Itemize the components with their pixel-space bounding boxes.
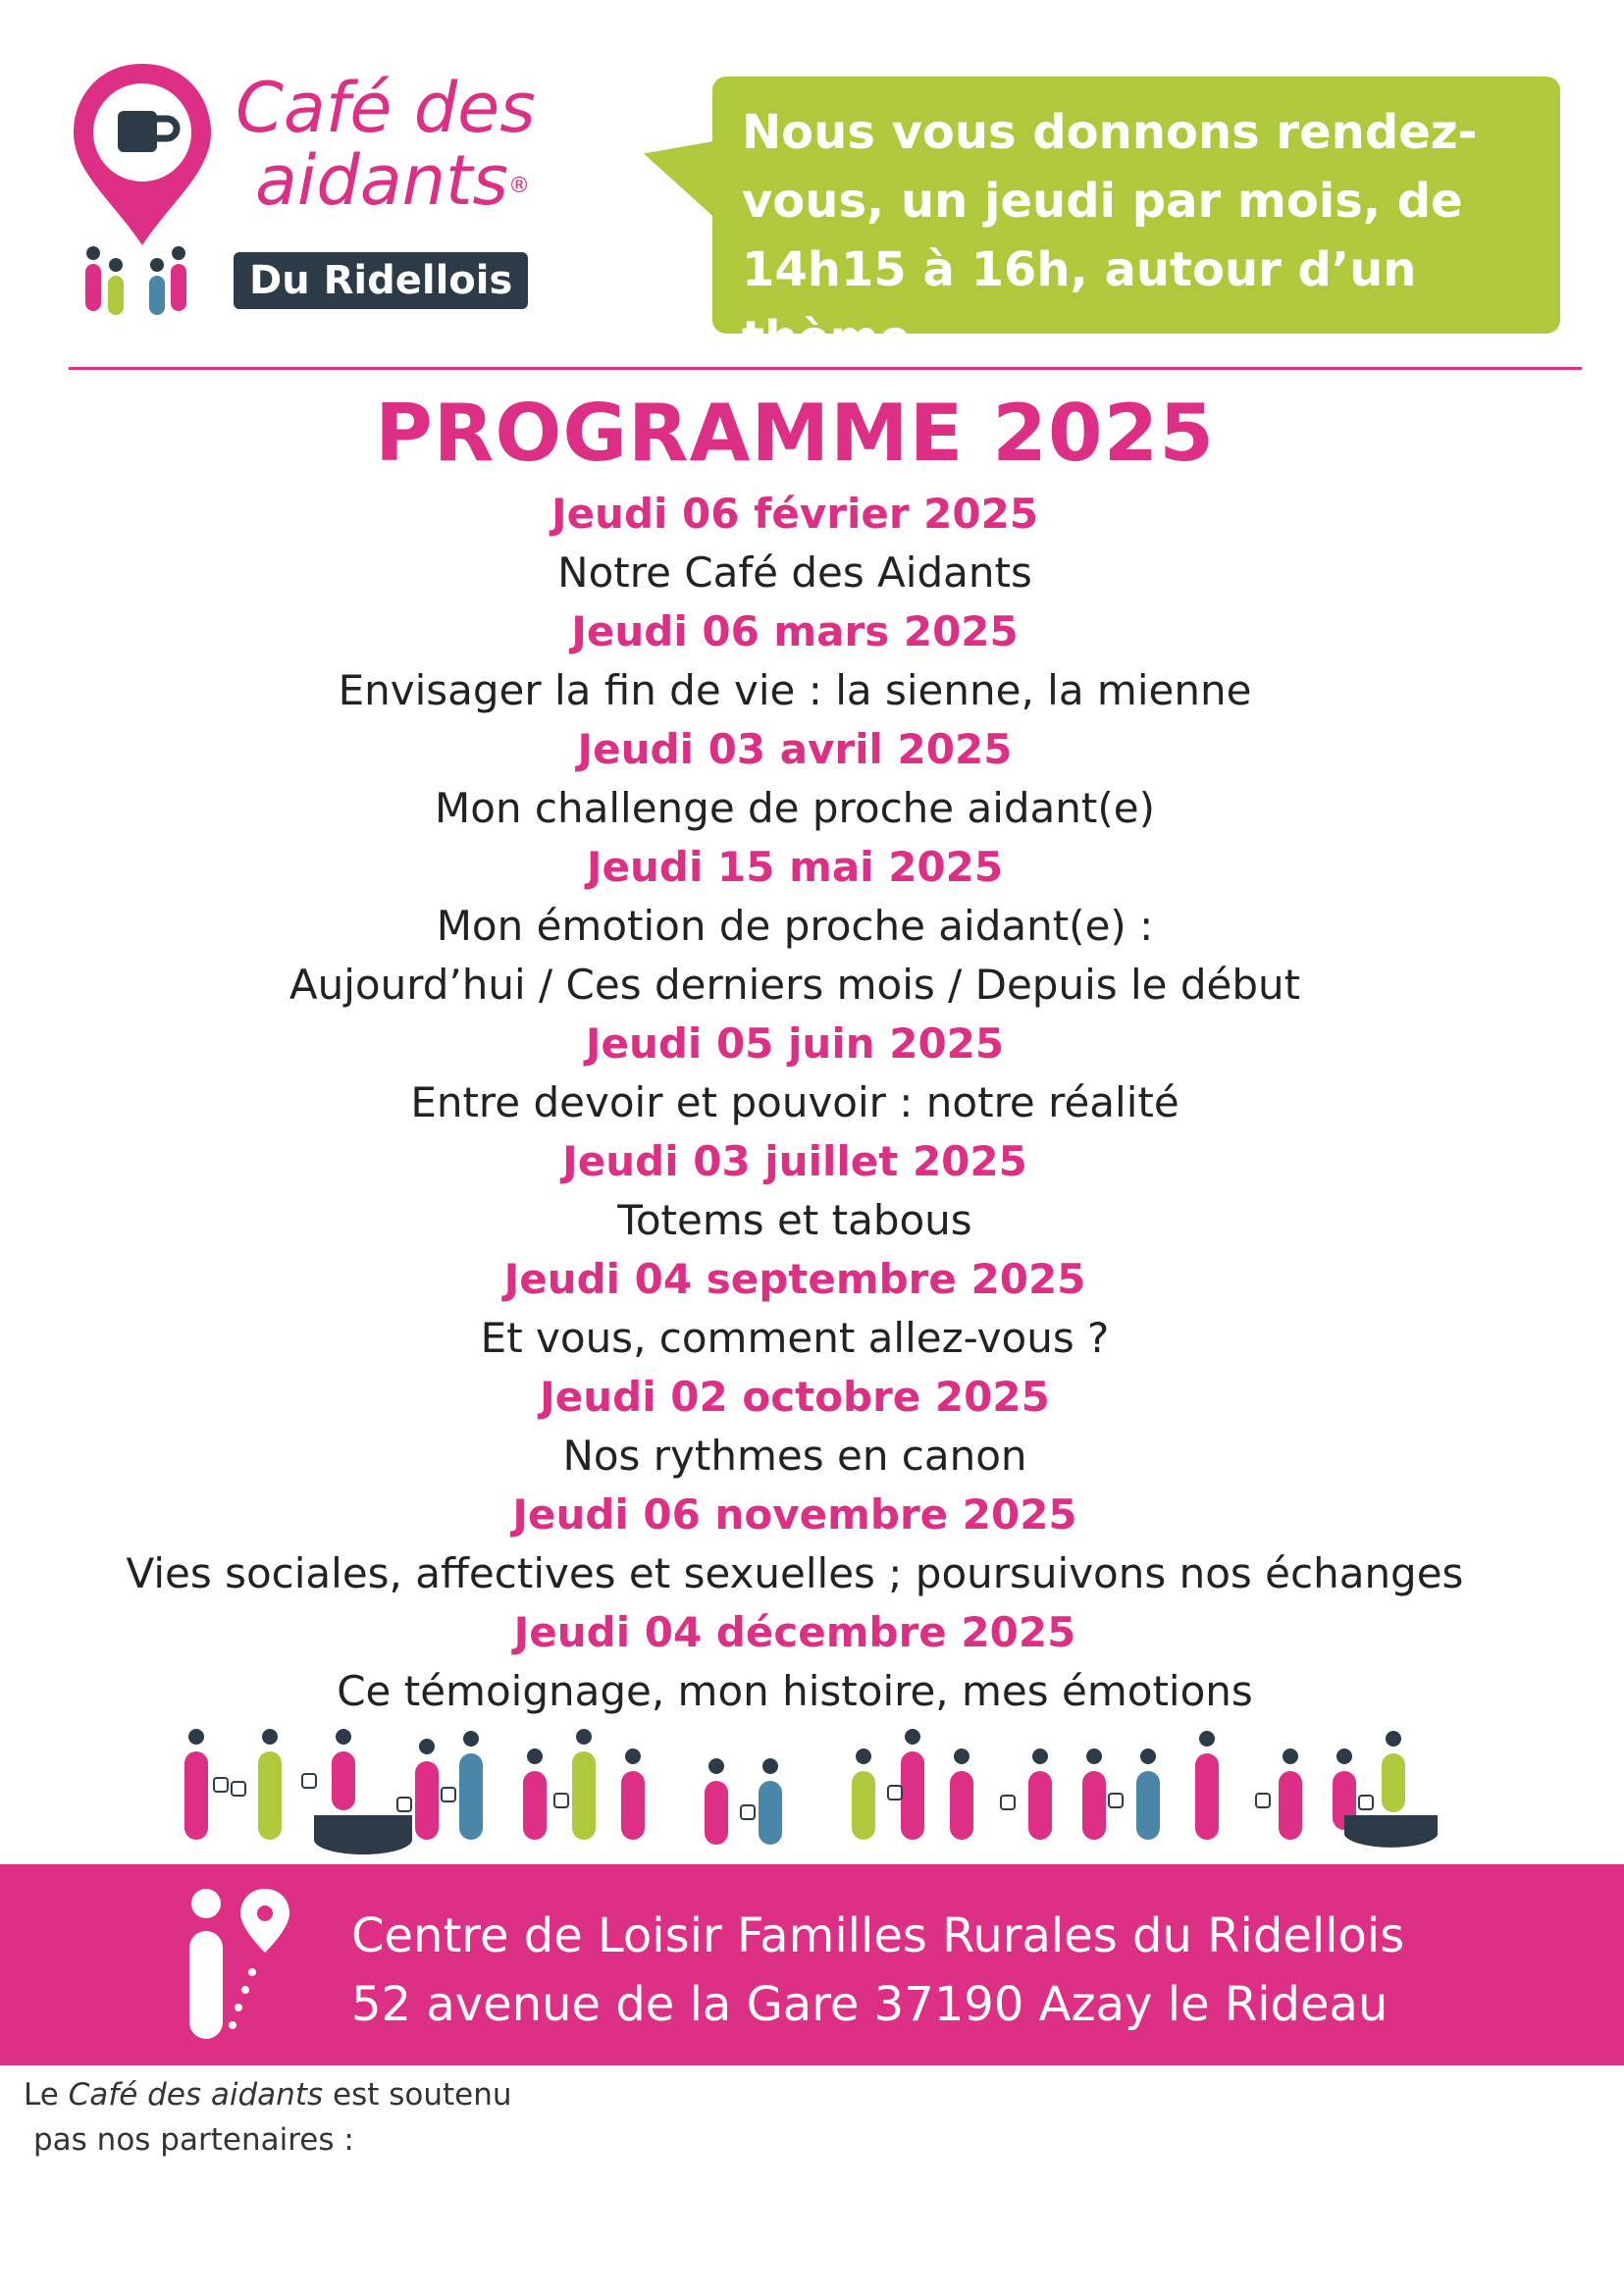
- event-item: [98, 1132, 1492, 1250]
- registered-mark: ®: [507, 174, 530, 198]
- partners-prefix: Le: [24, 2077, 69, 2113]
- logo-line1: Café des: [236, 68, 536, 148]
- event-date: Jeudi 04 décembre 2025: [513, 1608, 1076, 1656]
- address-band: [0, 1864, 1624, 2065]
- event-theme: Mon émotion de proche aidant(e) :: [436, 902, 1154, 950]
- logo: [69, 54, 540, 339]
- event-theme: Aujourd’hui / Ces derniers mois / Depuis le début: [288, 961, 1301, 1009]
- venue-name: Centre de Loisir Familles Rurales du Ridellois: [351, 1908, 1405, 1963]
- event-theme: Vies sociales, affectives et sexuelles ; poursuivons nos échanges: [126, 1549, 1464, 1597]
- bubble-tail: [644, 115, 716, 220]
- event-item: [98, 1486, 1492, 1603]
- event-theme: Et vous, comment allez-vous ?: [480, 1314, 1110, 1362]
- event-date: Jeudi 04 septembre 2025: [503, 1255, 1086, 1303]
- event-item: [98, 838, 1492, 1015]
- event-item: [98, 1015, 1492, 1132]
- event-theme: Mon challenge de proche aidant(e): [435, 784, 1155, 832]
- event-theme: Notre Café des Aidants: [557, 548, 1032, 597]
- event-theme: Nos rythmes en canon: [562, 1432, 1027, 1480]
- event-date: Jeudi 06 novembre 2025: [512, 1490, 1077, 1539]
- partners-suffix: est soutenu: [323, 2077, 512, 2113]
- event-theme: Totems et tabous: [617, 1196, 972, 1244]
- event-item: [98, 602, 1492, 720]
- partners-note: [24, 2072, 512, 2163]
- location-info-icon: [182, 1884, 289, 2051]
- event-theme: Entre devoir et pouvoir : notre réalité: [410, 1078, 1179, 1126]
- header-divider: [69, 367, 1582, 370]
- event-date: Jeudi 03 avril 2025: [577, 725, 1013, 773]
- venue-address: 52 avenue de la Gare 37190 Azay le Rideau: [351, 1977, 1388, 2032]
- event-date: Jeudi 03 juillet 2025: [562, 1137, 1027, 1185]
- event-theme: Ce témoignage, mon histoire, mes émotions: [337, 1667, 1253, 1715]
- people-illustration: [177, 1727, 1452, 1854]
- logo-badge: Du Ridellois: [234, 252, 528, 309]
- event-date: Jeudi 06 février 2025: [550, 490, 1039, 538]
- program-title: PROGRAMME 2025: [375, 388, 1215, 479]
- event-date: Jeudi 02 octobre 2025: [540, 1373, 1050, 1421]
- address-text: [351, 1902, 1404, 2039]
- logo-line2: aidants: [255, 140, 508, 221]
- event-item: [98, 1368, 1492, 1486]
- partners-italic: Café des aidants: [68, 2077, 324, 2113]
- event-item: [98, 485, 1492, 602]
- event-date: Jeudi 05 juin 2025: [585, 1019, 1005, 1068]
- map-pin-cup-icon: [69, 54, 236, 339]
- logo-wordmark: [236, 68, 536, 221]
- event-item: [98, 720, 1492, 838]
- info-bubble: [712, 77, 1560, 366]
- event-item: [98, 1603, 1492, 1721]
- program-section: [98, 373, 1492, 1721]
- partners-line2: pas nos partenaires :: [33, 2122, 354, 2158]
- event-date: Jeudi 15 mai 2025: [586, 843, 1004, 891]
- event-date: Jeudi 06 mars 2025: [571, 607, 1019, 655]
- event-item: [98, 1250, 1492, 1368]
- bubble-text: Nous vous donnons rendez-vous, un jeudi par mois, de 14h15 à 16h, autour d’un thème.: [742, 105, 1478, 366]
- event-theme: Envisager la fin de vie : la sienne, la mienne: [338, 666, 1252, 714]
